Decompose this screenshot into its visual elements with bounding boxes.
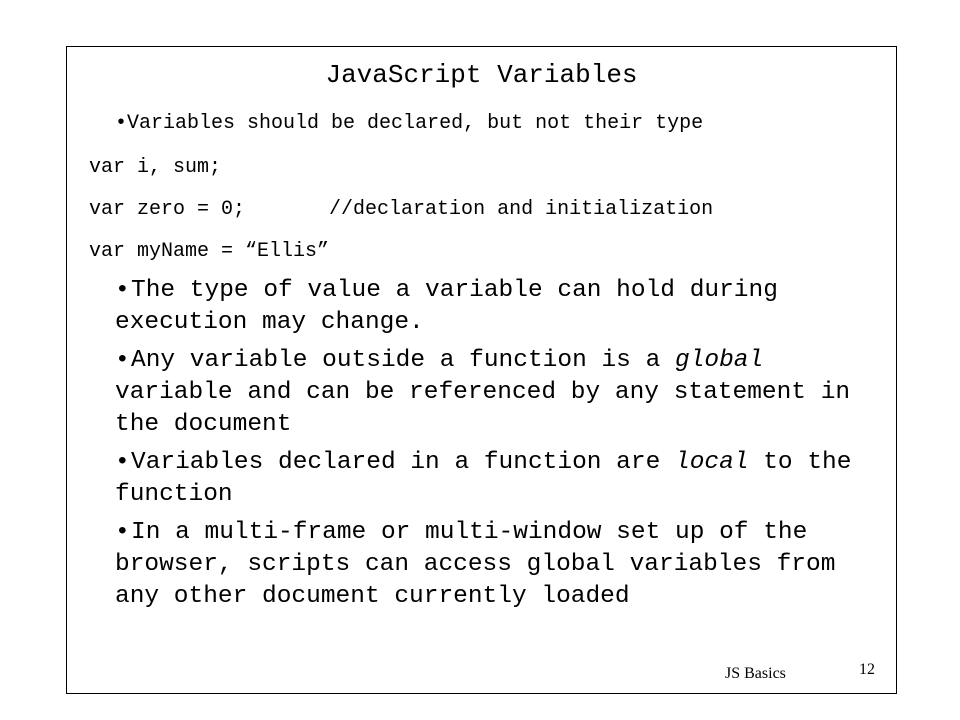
bullet-list	[115, 275, 875, 619]
bullet-item-global	[115, 345, 875, 441]
slide-footer: JS Basics	[725, 665, 786, 682]
bullet-item-type-change	[115, 275, 875, 339]
bullet-item-multi-frame	[115, 517, 875, 613]
bullet-dot: •	[115, 277, 130, 304]
intro-bullet	[115, 111, 703, 137]
code-line-3: var myName = “Ellis”	[89, 240, 330, 263]
slide-frame	[66, 46, 897, 694]
code-line-2: var zero = 0; //declaration and initialization	[89, 198, 714, 221]
bullet-text-pre: Any variable outside a function is a	[131, 347, 675, 374]
bullet-text-emphasis: global	[675, 347, 764, 374]
bullet-dot: •	[115, 519, 130, 546]
slide-title: JavaScript Variables	[325, 60, 638, 90]
bullet-text: In a multi-frame or multi-window set up of the browser, scripts can access global variables from any other document currently loaded	[115, 519, 836, 610]
bullet-text-post: variable and can be referenced by any statement in the document	[115, 379, 851, 438]
bullet-text-emphasis: local	[675, 449, 749, 476]
bullet-text: The type of value a variable can hold during execution may change.	[115, 277, 778, 336]
intro-bullet-text: Variables should be declared, but not their type	[127, 112, 704, 135]
bullet-text-post: to the function	[115, 449, 852, 508]
bullet-dot: •	[115, 347, 130, 374]
bullet-text-pre: Variables declared in a function are	[131, 449, 675, 476]
bullet-dot: •	[115, 112, 128, 135]
bullet-dot: •	[115, 449, 130, 476]
code-line-1: var i, sum;	[89, 156, 222, 179]
page-number: 12	[859, 661, 875, 678]
bullet-item-local	[115, 447, 875, 511]
